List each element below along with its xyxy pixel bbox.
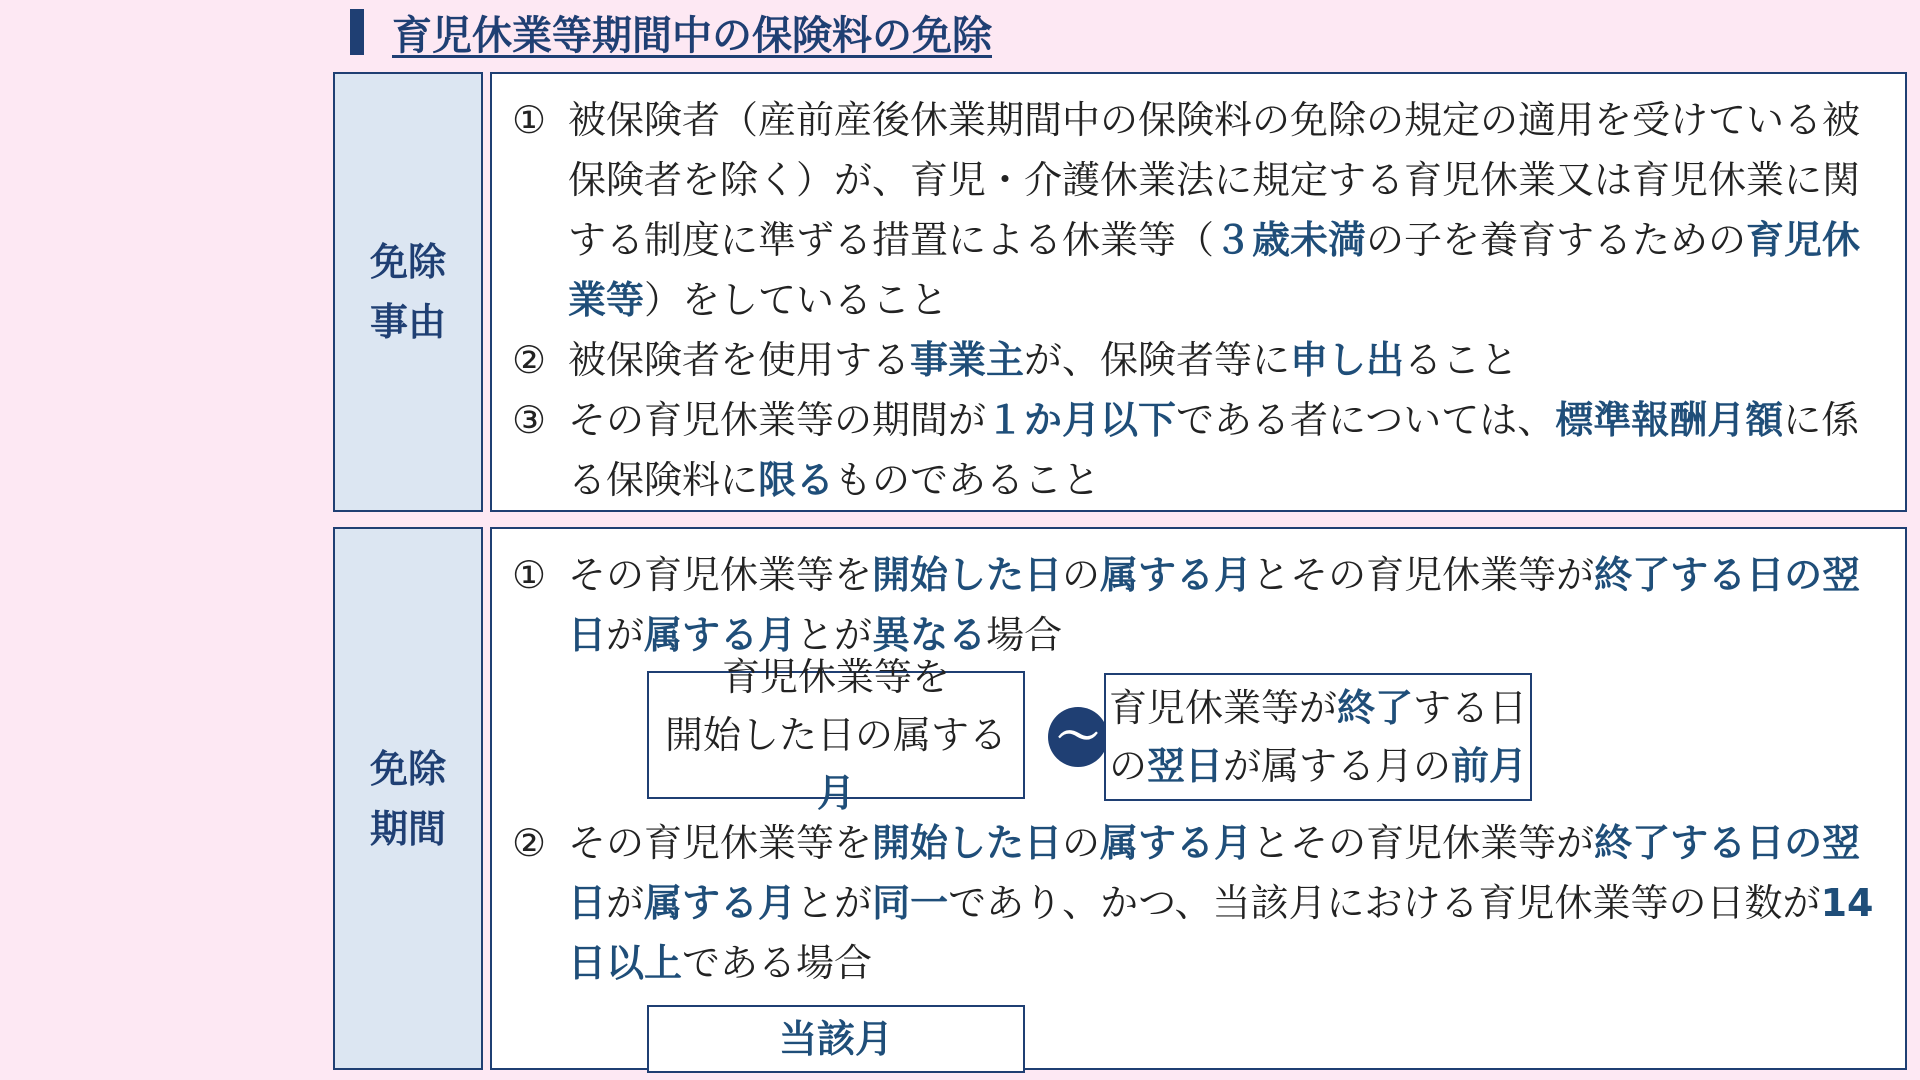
text-segment: の xyxy=(1062,821,1101,865)
text-segment: に係る保険料に xyxy=(568,398,1860,502)
highlight-text: 終了する日の翌日 xyxy=(568,553,1861,657)
highlight-text: 属する月 xyxy=(1100,821,1253,865)
start-box-line2: 開始した日の属する xyxy=(664,713,1007,757)
exemption-reason-content xyxy=(490,72,1907,512)
end-box-line1: 育児休業等が xyxy=(1108,686,1337,730)
text-segment: の xyxy=(1062,553,1101,597)
item-number: ③ xyxy=(512,398,547,442)
exemption-period-content xyxy=(490,527,1907,1070)
start-month-box xyxy=(647,655,1025,815)
highlight-text: 育児休業等 xyxy=(568,218,1861,322)
highlight-text: 月 xyxy=(816,771,855,815)
text-segment: ること xyxy=(1404,338,1519,382)
page-title: 育児休業等期間中の保険料の免除 xyxy=(392,12,992,59)
exemption-period-section xyxy=(333,527,1907,1070)
period-item-2 xyxy=(512,813,1891,993)
text-segment: である者については、 xyxy=(1176,398,1556,442)
text-segment: ）をしていること xyxy=(644,278,949,322)
text-segment: その育児休業等を xyxy=(568,821,873,865)
end-box-line1-tail: する日 xyxy=(1413,686,1528,730)
end-box-line2-mid: が属する月の xyxy=(1223,744,1452,788)
highlight-text: 翌日 xyxy=(1146,744,1223,788)
reason-item-2 xyxy=(512,330,1891,390)
highlight-text: ３歳未満 xyxy=(1214,218,1367,262)
exemption-reason-label: 免除事由 xyxy=(369,240,446,344)
highlight-text: 終了 xyxy=(1336,686,1413,730)
highlight-text: 限る xyxy=(758,458,835,502)
text-segment: とその育児休業等が xyxy=(1252,553,1595,597)
highlight-text: 開始した日 xyxy=(872,553,1063,597)
text-segment: ものであること xyxy=(834,458,1101,502)
highlight-text: 同一 xyxy=(872,881,949,925)
text-segment: とが xyxy=(796,881,873,925)
text-segment: とが xyxy=(796,613,873,657)
text-segment: 被保険者（産前産後休業期間中の保険料の免除の規定の適用を受けている被保険者を除く）が、育児・介護休業法に規定する育児休業又は育児休業に関する制度に準ずる措置による休業等（ xyxy=(568,98,1861,262)
period-diagram xyxy=(512,655,1891,815)
highlight-text: 事業主 xyxy=(910,338,1025,382)
exemption-reason-section xyxy=(333,72,1907,512)
highlight-text: 申し出 xyxy=(1290,338,1405,382)
exemption-reason-label-box xyxy=(333,72,483,512)
highlight-text: 終了する日の翌日 xyxy=(568,821,1861,925)
period-item-1-text xyxy=(568,545,1891,665)
highlight-text: 前月 xyxy=(1451,744,1528,788)
text-segment: その育児休業等の期間が xyxy=(568,398,987,442)
text-segment: であり、かつ、当該月における育児休業等の日数が xyxy=(948,881,1821,925)
highlight-text: 属する月 xyxy=(1100,553,1253,597)
start-box-line1: 育児休業等を xyxy=(721,655,950,699)
item-number: ① xyxy=(512,553,547,597)
page-title-area xyxy=(350,6,992,58)
end-month-box xyxy=(1104,673,1532,801)
text-segment: その育児休業等を xyxy=(568,553,873,597)
text-segment: の子を養育するための xyxy=(1366,218,1747,262)
text-segment: が xyxy=(606,613,645,657)
reason-item-3-text xyxy=(568,390,1891,510)
tilde-icon: ～ xyxy=(1048,707,1108,767)
item-number: ① xyxy=(512,98,547,142)
highlight-text: 標準報酬月額 xyxy=(1555,398,1784,442)
text-segment: 場合 xyxy=(986,613,1063,657)
same-month-label: 当該月 xyxy=(778,1017,893,1061)
text-segment: 被保険者を使用する xyxy=(568,338,911,382)
end-box-line2: の xyxy=(1108,744,1147,788)
period-item-2-text xyxy=(568,813,1891,993)
highlight-text: 異なる xyxy=(872,613,987,657)
text-segment: が xyxy=(606,881,645,925)
reason-item-1-text xyxy=(568,90,1891,330)
item-number: ② xyxy=(512,821,547,865)
highlight-text: 開始した日 xyxy=(872,821,1063,865)
reason-item-2-text xyxy=(568,330,1891,390)
exemption-period-label: 免除期間 xyxy=(369,746,446,851)
highlight-text: 属する月 xyxy=(644,881,797,925)
text-segment: が、保険者等に xyxy=(1024,338,1291,382)
same-month-diagram xyxy=(512,1005,1891,1075)
reason-item-3 xyxy=(512,390,1891,510)
same-month-box xyxy=(647,1005,1025,1073)
highlight-text: 14日以上 xyxy=(568,881,1874,985)
text-segment: である場合 xyxy=(682,941,873,985)
item-number: ② xyxy=(512,338,547,382)
title-accent-bar xyxy=(350,9,364,55)
exemption-period-label-box xyxy=(333,527,483,1070)
period-item-1 xyxy=(512,545,1891,665)
text-segment: とその育児休業等が xyxy=(1252,821,1595,865)
reason-item-1 xyxy=(512,90,1891,330)
highlight-text: １か月以下 xyxy=(986,398,1177,442)
highlight-text: 属する月 xyxy=(644,613,797,657)
